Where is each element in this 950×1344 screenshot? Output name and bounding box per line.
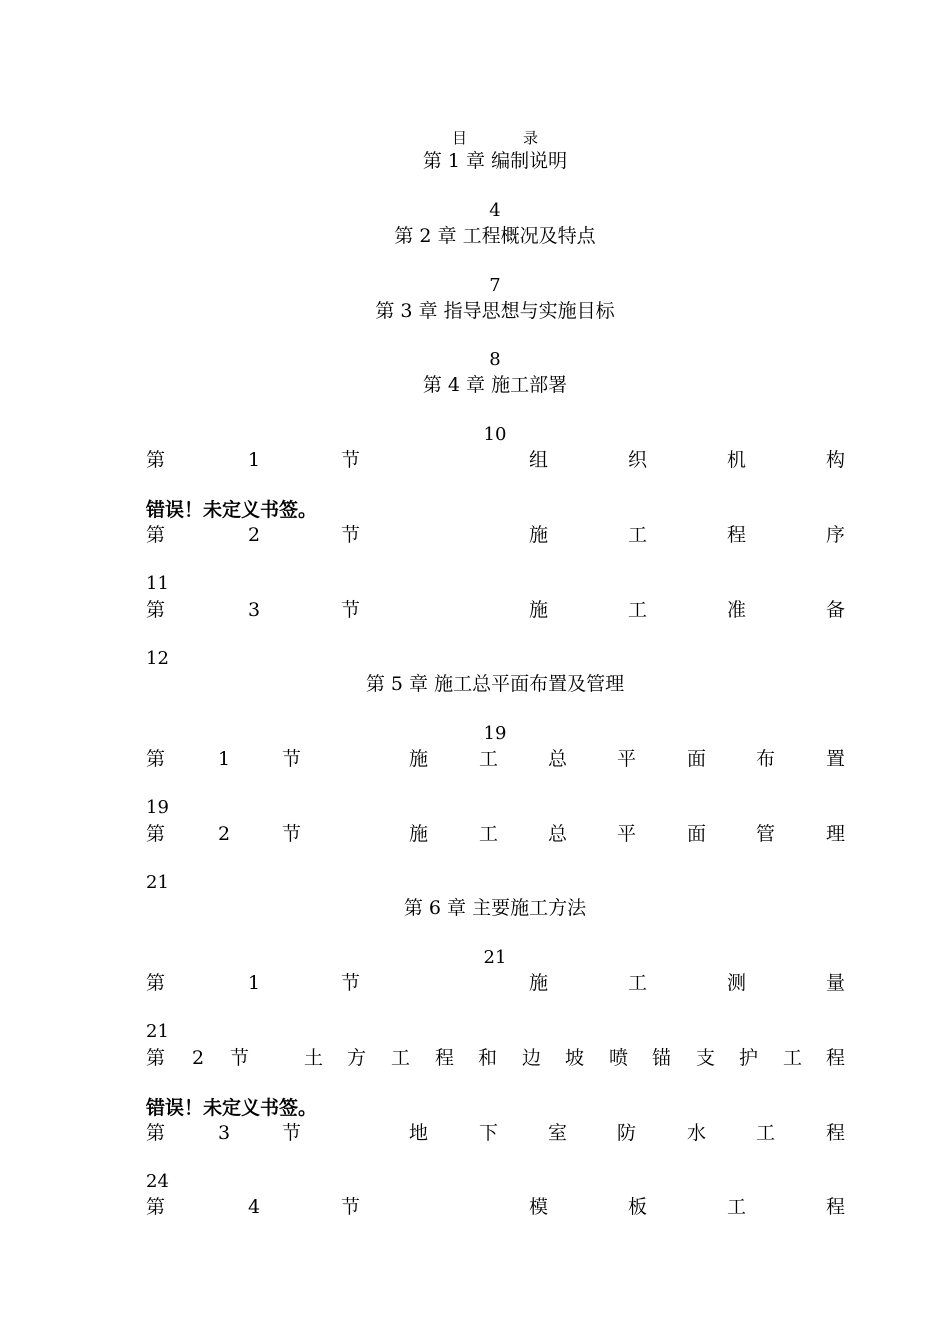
chapter-3-entry[interactable]: 第 3 章 指导思想与实施目标 <box>375 300 615 322</box>
section-glyph: 织 <box>628 449 648 471</box>
section-glyph: 第 <box>146 1196 166 1218</box>
section-glyph: 理 <box>826 823 846 845</box>
section-glyph: 工 <box>391 1047 411 1069</box>
toc-title <box>0 127 950 148</box>
section-glyph: 面 <box>687 823 707 845</box>
section-6-2-page-error: 错误！未定义书签。 <box>146 1097 318 1119</box>
section-glyph: 序 <box>826 524 846 546</box>
section-5-1-entry[interactable] <box>146 747 848 771</box>
section-glyph: 程 <box>727 524 747 546</box>
section-4-3-entry[interactable] <box>146 598 848 622</box>
section-glyph: 第 <box>146 599 166 621</box>
section-glyph: 第 <box>146 748 166 770</box>
section-glyph: 程 <box>826 1047 846 1069</box>
section-glyph: 第 <box>146 1122 166 1144</box>
section-glyph: 2 <box>248 524 261 546</box>
section-glyph: 工 <box>628 599 648 621</box>
section-glyph: 1 <box>248 449 261 471</box>
section-glyph: 2 <box>218 823 231 845</box>
section-glyph: 土 <box>304 1047 324 1069</box>
section-6-3-entry[interactable] <box>146 1121 848 1145</box>
section-glyph: 程 <box>435 1047 455 1069</box>
chapter-2-entry[interactable]: 第 2 章 工程概况及特点 <box>394 225 596 247</box>
section-glyph: 和 <box>478 1047 498 1069</box>
section-4-1-page-error: 错误！未定义书签。 <box>146 499 318 521</box>
section-glyph: 测 <box>727 972 747 994</box>
section-glyph: 总 <box>548 823 568 845</box>
section-glyph: 机 <box>727 449 747 471</box>
section-glyph: 水 <box>687 1122 707 1144</box>
section-glyph: 节 <box>341 972 361 994</box>
section-glyph: 第 <box>146 524 166 546</box>
section-glyph: 3 <box>248 599 261 621</box>
section-glyph: 工 <box>628 524 648 546</box>
section-glyph: 备 <box>826 599 846 621</box>
section-glyph: 工 <box>756 1122 776 1144</box>
section-4-3-page: 12 <box>146 648 169 669</box>
section-glyph: 置 <box>826 748 846 770</box>
section-glyph: 坡 <box>565 1047 585 1069</box>
section-glyph: 工 <box>479 748 499 770</box>
section-glyph: 下 <box>479 1122 499 1144</box>
section-5-2-entry[interactable] <box>146 822 848 846</box>
section-glyph: 边 <box>522 1047 542 1069</box>
section-glyph: 工 <box>479 823 499 845</box>
section-6-2-entry[interactable] <box>146 1046 848 1070</box>
section-glyph: 第 <box>146 823 166 845</box>
chapter-6-entry[interactable]: 第 6 章 主要施工方法 <box>403 897 587 919</box>
chapter-2-page: 7 <box>489 275 501 296</box>
section-glyph: 1 <box>248 972 261 994</box>
section-glyph: 4 <box>248 1196 261 1218</box>
section-glyph: 节 <box>341 449 361 471</box>
section-6-4-entry[interactable] <box>146 1195 848 1219</box>
section-4-2-entry[interactable] <box>146 523 848 547</box>
section-glyph: 量 <box>826 972 846 994</box>
section-glyph: 锚 <box>652 1047 672 1069</box>
section-4-1-entry[interactable] <box>146 448 848 472</box>
section-5-1-page: 19 <box>146 797 169 818</box>
section-glyph: 2 <box>192 1047 205 1069</box>
section-glyph: 施 <box>529 599 549 621</box>
section-glyph: 总 <box>548 748 568 770</box>
section-glyph: 护 <box>739 1047 759 1069</box>
section-glyph: 工 <box>628 972 648 994</box>
section-glyph: 平 <box>617 823 637 845</box>
chapter-4-entry[interactable]: 第 4 章 施工部署 <box>422 374 568 396</box>
section-glyph: 3 <box>218 1122 231 1144</box>
section-glyph: 模 <box>529 1196 549 1218</box>
section-6-1-page: 21 <box>146 1021 169 1042</box>
section-glyph: 1 <box>218 748 231 770</box>
chapter-3-page: 8 <box>489 349 501 370</box>
section-glyph: 准 <box>727 599 747 621</box>
section-glyph: 施 <box>409 823 429 845</box>
section-glyph: 节 <box>282 748 302 770</box>
section-glyph: 喷 <box>609 1047 629 1069</box>
chapter-5-page: 19 <box>483 723 507 744</box>
section-glyph: 面 <box>687 748 707 770</box>
section-6-1-entry[interactable] <box>146 971 848 995</box>
section-glyph: 第 <box>146 1047 166 1069</box>
toc-title-right: 录 <box>523 129 539 147</box>
section-glyph: 组 <box>529 449 549 471</box>
section-5-2-page: 21 <box>146 872 169 893</box>
chapter-4-page: 10 <box>483 424 507 445</box>
section-glyph: 防 <box>617 1122 637 1144</box>
section-glyph: 节 <box>341 524 361 546</box>
toc-title-left: 目 <box>451 129 467 147</box>
section-glyph: 支 <box>696 1047 716 1069</box>
section-glyph: 程 <box>826 1122 846 1144</box>
chapter-1-page: 4 <box>489 200 501 221</box>
section-glyph: 节 <box>341 1196 361 1218</box>
section-glyph: 第 <box>146 449 166 471</box>
section-glyph: 工 <box>727 1196 747 1218</box>
section-glyph: 管 <box>756 823 776 845</box>
section-glyph: 地 <box>409 1122 429 1144</box>
section-4-2-page: 11 <box>146 573 169 594</box>
section-glyph: 节 <box>282 1122 302 1144</box>
section-glyph: 节 <box>282 823 302 845</box>
section-6-3-page: 24 <box>146 1171 169 1192</box>
section-glyph: 板 <box>628 1196 648 1218</box>
section-glyph: 室 <box>548 1122 568 1144</box>
section-glyph: 节 <box>230 1047 250 1069</box>
chapter-6-page: 21 <box>483 947 507 968</box>
section-glyph: 布 <box>756 748 776 770</box>
section-glyph: 构 <box>826 449 846 471</box>
section-glyph: 程 <box>826 1196 846 1218</box>
chapter-5-entry[interactable]: 第 5 章 施工总平面布置及管理 <box>365 673 625 695</box>
section-glyph: 平 <box>617 748 637 770</box>
section-glyph: 施 <box>529 972 549 994</box>
chapter-1-entry[interactable]: 第 1 章 编制说明 <box>422 150 568 172</box>
section-glyph: 第 <box>146 972 166 994</box>
section-glyph: 施 <box>529 524 549 546</box>
section-glyph: 节 <box>341 599 361 621</box>
section-glyph: 方 <box>347 1047 367 1069</box>
section-glyph: 工 <box>783 1047 803 1069</box>
section-glyph: 施 <box>409 748 429 770</box>
